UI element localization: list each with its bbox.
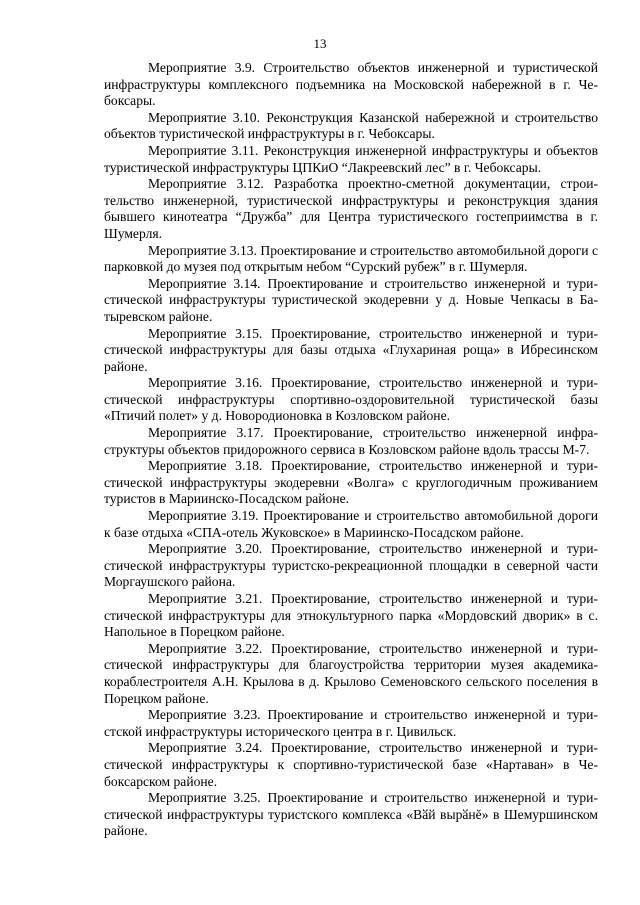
paragraph-measure-3-12: Мероприятие 3.12. Разработка проектно-сметной документации, строительство инженерной, туристической инфраструктуры и реконструкция здания бывшего кинотеатра “Дружба” для Центра туристического гостеприимства в г. Шумерля. (104, 176, 598, 241)
paragraph-measure-3-20: Мероприятие 3.20. Проектирование, строительство инженерной и туристической инфраструктуры туристско-рекреационной площадки в северной части Моргаушского района. (104, 541, 598, 590)
paragraph-measure-3-15: Мероприятие 3.15. Проектирование, строительство инженерной и туристической инфраструктуры для базы отдыха «Глухариная роща» в Ибресинском районе. (104, 325, 598, 374)
paragraph-measure-3-10: Мероприятие 3.10. Реконструкция Казанской набережной и строительство объектов туристической инфраструктуры в г. Чебоксары. (104, 109, 598, 142)
paragraph-measure-3-14: Мероприятие 3.14. Проектирование и строительство инженерной и туристической инфраструктуры туристической экодеревни у д. Новые Чепкасы в Батыревском районе. (104, 275, 598, 324)
paragraph-measure-3-24: Мероприятие 3.24. Проектирование, строительство инженерной и туристической инфраструктуры к спортивно-туристической базе «Нартаван» в Чебоксарском районе. (104, 740, 598, 789)
paragraph-measure-3-18: Мероприятие 3.18. Проектирование, строительство инженерной и туристической инфраструктуры экодеревни «Волга» с круглогодичным проживанием туристов в Мариинско-Посадском районе. (104, 458, 598, 507)
document-body (104, 60, 598, 840)
paragraph-measure-3-19: Мероприятие 3.19. Проектирование и строительство автомобильной дороги к базе отдыха «СПА-отель Жуковское» в Мариинско-Посадском районе. (104, 508, 598, 540)
paragraph-measure-3-17: Мероприятие 3.17. Проектирование, строительство инженерной инфраструктуры объектов придорожного сервиса в Козловском районе вдоль трассы М-7. (104, 425, 598, 457)
paragraph-measure-3-9: Мероприятие 3.9. Строительство объектов инженерной и туристической инфраструктуры комплексного подъемника на Московской набережной в г. Чебоксары. (104, 60, 598, 109)
paragraph-measure-3-25: Мероприятие 3.25. Проектирование и строительство инженерной и туристической инфраструктуры туристского комплекса «Вӑй вырӑнĕ» в Шемуршинском районе. (104, 790, 598, 839)
paragraph-measure-3-21: Мероприятие 3.21. Проектирование, строительство инженерной и туристической инфраструктуры для этнокультурного парка «Мордовский дворик» в с. Напольное в Порецком районе. (104, 591, 598, 640)
paragraph-measure-3-13: Мероприятие 3.13. Проектирование и строительство автомобильной дороги с парковкой до музея под открытым небом “Сурский рубеж” в г. Шумерля. (104, 242, 598, 275)
paragraph-measure-3-23: Мероприятие 3.23. Проектирование и строительство инженерной и туристской инфраструктуры исторического центра в г. Цивильск. (104, 707, 598, 739)
paragraph-measure-3-16: Мероприятие 3.16. Проектирование, строительство инженерной и туристической инфраструктуры спортивно-оздоровительной туристической базы «Птичий полет» у д. Новородионовка в Козловском районе. (104, 375, 598, 424)
paragraph-measure-3-11: Мероприятие 3.11. Реконструкция инженерной инфраструктуры и объектов туристической инфраструктуры ЦПКиО “Лакреевский лес” в г. Чебоксары. (104, 142, 598, 175)
paragraph-measure-3-22: Мероприятие 3.22. Проектирование, строительство инженерной и туристической инфраструктуры для благоустройства территории музея академика-кораблестроителя А.Н. Крылова в д. Крылово Семеновского сельского поселения в Порецком районе. (104, 640, 598, 706)
page-number: 13 (313, 36, 327, 51)
